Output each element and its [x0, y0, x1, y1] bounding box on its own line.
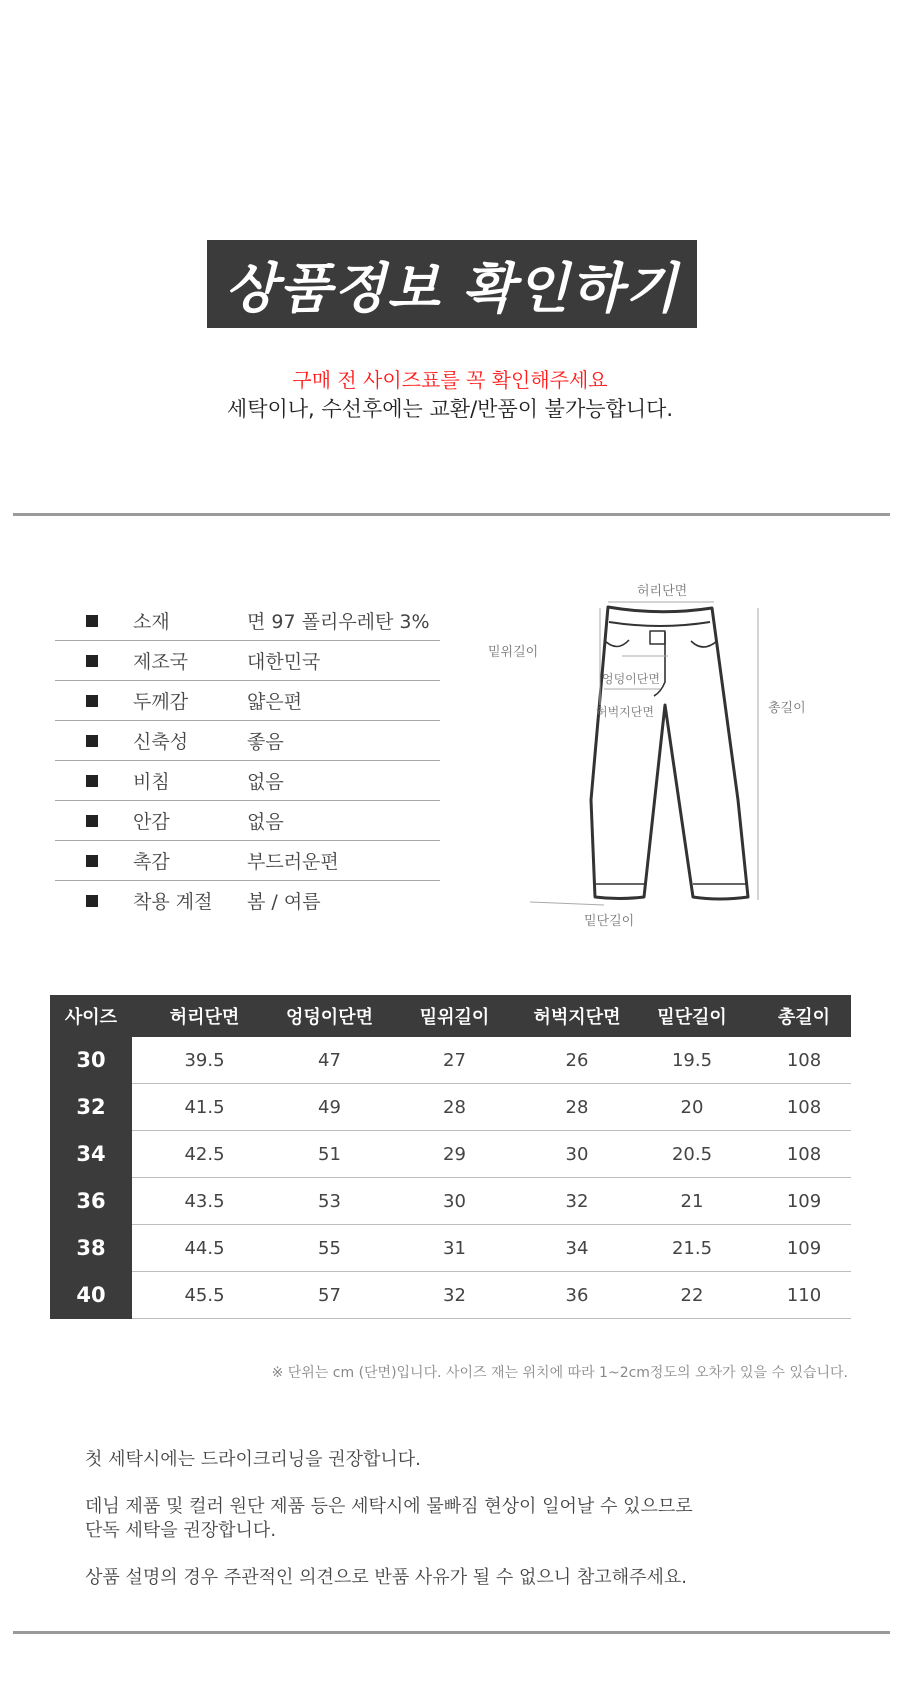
table-cell: 21 — [627, 1178, 757, 1225]
column-header-hem: 밑단길이 — [627, 995, 757, 1037]
table-row — [50, 1225, 851, 1272]
table-cell: 28 — [382, 1084, 527, 1131]
table-cell: 109 — [757, 1178, 851, 1225]
unit-note: ※ 단위는 cm (단면)입니다. 사이즈 재는 위치에 따라 1~2cm정도의 오차가 있을 수 있습니다. — [271, 1365, 848, 1381]
table-cell: 55 — [277, 1225, 382, 1272]
column-header-waist: 허리단면 — [132, 995, 277, 1037]
label-thigh: 허벅지단면 — [596, 705, 654, 719]
table-cell: 39.5 — [132, 1037, 277, 1084]
info-row-season — [55, 881, 440, 920]
info-value: 좋음 — [247, 731, 284, 753]
column-header-thigh: 허벅지단면 — [527, 995, 627, 1037]
size-cell: 38 — [50, 1225, 132, 1272]
table-row — [50, 1272, 851, 1319]
info-row-country — [55, 641, 440, 681]
table-cell: 45.5 — [132, 1272, 277, 1319]
page-title: 상품정보 확인하기 — [207, 240, 697, 328]
table-cell: 53 — [277, 1178, 382, 1225]
square-bullet-icon — [86, 855, 98, 867]
info-row-lining — [55, 801, 440, 841]
size-table — [50, 995, 851, 1319]
table-cell: 30 — [527, 1131, 627, 1178]
table-row — [50, 1178, 851, 1225]
divider-bottom — [13, 1631, 890, 1634]
table-cell: 28 — [527, 1084, 627, 1131]
table-cell: 20 — [627, 1084, 757, 1131]
square-bullet-icon — [86, 895, 98, 907]
care-note-description: 상품 설명의 경우 주관적인 의견으로 반품 사유가 될 수 없으니 참고해주세요. — [85, 1567, 687, 1588]
table-cell: 26 — [527, 1037, 627, 1084]
info-row-stretch — [55, 721, 440, 761]
table-row — [50, 1084, 851, 1131]
info-label: 제조국 — [133, 651, 189, 673]
pants-measurement-diagram — [488, 580, 810, 940]
size-check-notice: 구매 전 사이즈표를 꼭 확인해주세요 — [292, 368, 608, 392]
square-bullet-icon — [86, 735, 98, 747]
info-value: 얇은편 — [247, 691, 303, 713]
table-cell: 108 — [757, 1037, 851, 1084]
table-cell: 44.5 — [132, 1225, 277, 1272]
measurement-lines — [530, 602, 758, 905]
info-label: 신축성 — [133, 731, 189, 753]
table-cell: 22 — [627, 1272, 757, 1319]
size-cell: 30 — [50, 1037, 132, 1084]
label-total: 총길이 — [768, 701, 806, 716]
care-note-dryclean: 첫 세탁시에는 드라이크리닝을 권장합니다. — [85, 1449, 421, 1470]
table-cell: 49 — [277, 1084, 382, 1131]
table-cell: 108 — [757, 1131, 851, 1178]
info-label: 두께감 — [133, 691, 189, 713]
table-cell: 42.5 — [132, 1131, 277, 1178]
product-info-list — [55, 601, 440, 920]
label-rise: 밑위길이 — [488, 645, 539, 660]
column-header-rise: 밑위길이 — [382, 995, 527, 1037]
table-cell: 41.5 — [132, 1084, 277, 1131]
info-label: 안감 — [133, 811, 170, 833]
divider-top — [13, 513, 890, 516]
info-row-material — [55, 601, 440, 641]
info-value: 봄 / 여름 — [247, 891, 321, 913]
column-header-total: 총길이 — [757, 995, 851, 1037]
table-cell: 31 — [382, 1225, 527, 1272]
info-value: 면 97 폴리우레탄 3% — [247, 611, 430, 633]
table-cell: 43.5 — [132, 1178, 277, 1225]
table-cell: 30 — [382, 1178, 527, 1225]
label-hip: 엉덩이단면 — [602, 672, 660, 686]
info-value: 부드러운편 — [247, 851, 339, 873]
table-cell: 21.5 — [627, 1225, 757, 1272]
square-bullet-icon — [86, 775, 98, 787]
size-cell: 34 — [50, 1131, 132, 1178]
care-note-denim: 데님 제품 및 컬러 원단 제품 등은 세탁시에 물빠짐 현상이 일어날 수 있으므로 — [85, 1496, 693, 1517]
info-label: 착용 계절 — [133, 891, 213, 913]
size-cell: 32 — [50, 1084, 132, 1131]
table-cell: 29 — [382, 1131, 527, 1178]
table-cell: 36 — [527, 1272, 627, 1319]
label-hem: 밑단길이 — [584, 914, 635, 929]
column-header-size: 사이즈 — [50, 995, 132, 1037]
info-row-seethrough — [55, 761, 440, 801]
size-cell: 36 — [50, 1178, 132, 1225]
size-cell: 40 — [50, 1272, 132, 1319]
table-cell: 109 — [757, 1225, 851, 1272]
info-value: 대한민국 — [247, 651, 321, 673]
info-row-texture — [55, 841, 440, 881]
care-note-denim-2: 단독 세탁을 권장합니다. — [85, 1520, 277, 1541]
info-label: 비침 — [133, 771, 170, 793]
info-value: 없음 — [247, 771, 284, 793]
table-cell: 20.5 — [627, 1131, 757, 1178]
table-cell: 19.5 — [627, 1037, 757, 1084]
table-cell: 51 — [277, 1131, 382, 1178]
table-cell: 32 — [527, 1178, 627, 1225]
table-cell: 27 — [382, 1037, 527, 1084]
table-header-row — [50, 995, 851, 1037]
table-cell: 34 — [527, 1225, 627, 1272]
table-cell: 108 — [757, 1084, 851, 1131]
square-bullet-icon — [86, 615, 98, 627]
column-header-hip: 엉덩이단면 — [277, 995, 382, 1037]
label-waist: 허리단면 — [637, 584, 688, 599]
table-cell: 57 — [277, 1272, 382, 1319]
square-bullet-icon — [86, 815, 98, 827]
info-label: 촉감 — [133, 851, 170, 873]
info-label: 소재 — [133, 611, 170, 633]
table-cell: 110 — [757, 1272, 851, 1319]
square-bullet-icon — [86, 695, 98, 707]
no-return-notice: 세탁이나, 수선후에는 교환/반품이 불가능합니다. — [226, 397, 674, 421]
square-bullet-icon — [86, 655, 98, 667]
table-cell: 47 — [277, 1037, 382, 1084]
info-row-thickness — [55, 681, 440, 721]
pants-outline-icon — [591, 607, 748, 899]
table-cell: 32 — [382, 1272, 527, 1319]
info-value: 없음 — [247, 811, 284, 833]
table-row — [50, 1131, 851, 1178]
table-row — [50, 1037, 851, 1084]
